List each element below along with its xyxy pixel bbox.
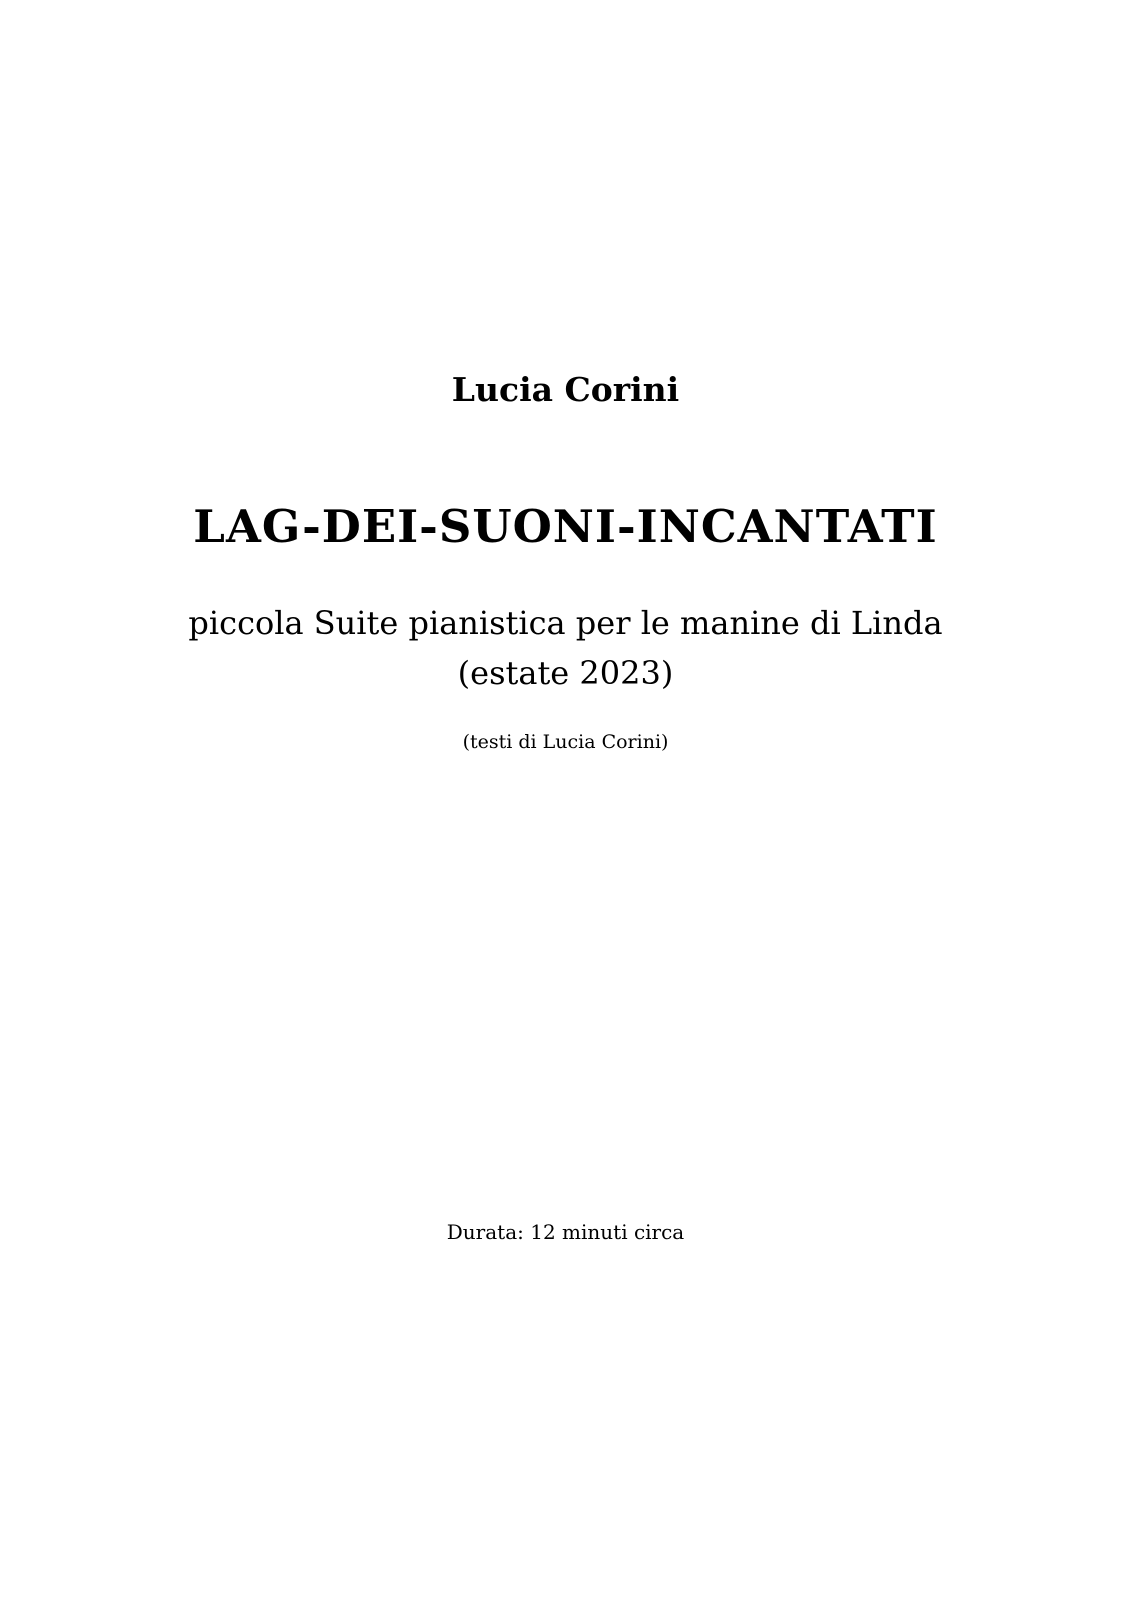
- work-subtitle: piccola Suite pianistica per le manine di Linda: [188, 604, 943, 642]
- author-name: Lucia Corini: [451, 370, 680, 409]
- texts-credit: (testi di Lucia Corini): [462, 731, 669, 753]
- duration-note: Durata: 12 minuti circa: [446, 1220, 685, 1244]
- work-title: LAG-DEI-SUONI-INCANTATI: [193, 500, 938, 553]
- composition-date: (estate 2023): [457, 654, 674, 692]
